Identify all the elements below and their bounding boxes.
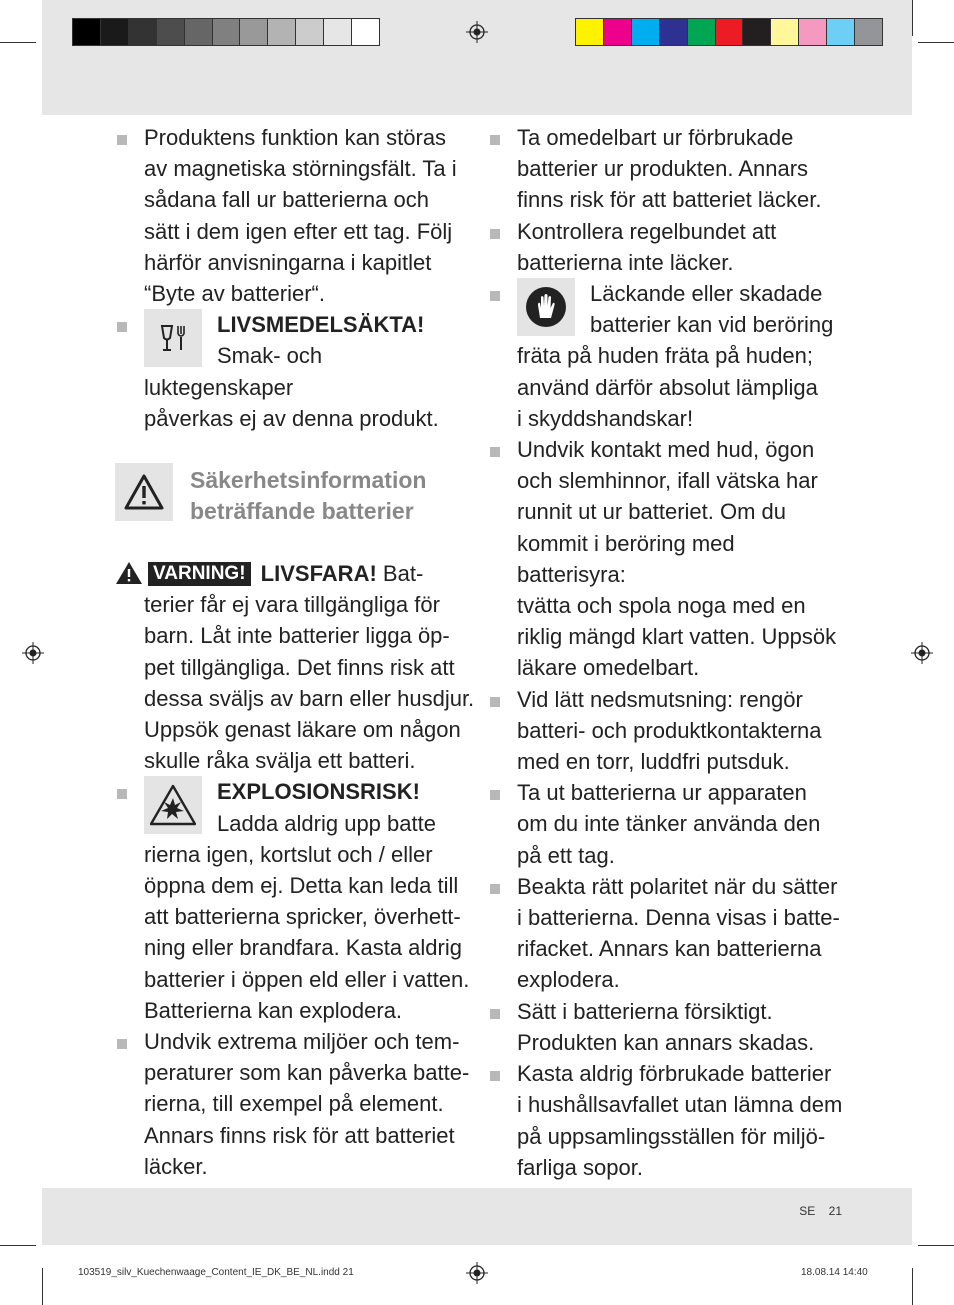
color-swatch xyxy=(268,19,296,45)
text-line: sätt i dem igen efter ett tag. Följ xyxy=(144,218,453,244)
text-line: Läckande eller skadade xyxy=(590,281,823,307)
list-item xyxy=(115,309,475,434)
warning-text: Bat- xyxy=(382,561,424,586)
text-line: att batterierna spricker, överhett- xyxy=(144,904,461,930)
color-swatch xyxy=(296,19,324,45)
color-swatch xyxy=(73,19,101,45)
text-line: Vid lätt nedsmutsning: rengör xyxy=(517,686,803,712)
crop-mark xyxy=(912,1268,913,1305)
text-line: av magnetiska störningsfält. Ta i xyxy=(144,156,457,182)
text-line: Ta omedelbart ur förbrukade xyxy=(517,125,794,150)
explosion-icon-box xyxy=(144,776,202,834)
explosion-icon xyxy=(150,784,196,826)
list-item xyxy=(488,777,848,871)
text-line: riklig mängd klart vatten. Uppsök xyxy=(517,624,837,650)
color-swatch xyxy=(129,19,157,45)
text-line: batterierna inte läcker. xyxy=(517,249,734,275)
text-line: “Byte av batterier“. xyxy=(144,281,325,307)
text-line: Sätt i batterierna försiktigt. xyxy=(517,998,773,1024)
text-line: i hushållsavfallet utan lämna dem xyxy=(517,1092,843,1118)
color-swatch xyxy=(101,19,129,45)
warning-triangle-icon xyxy=(123,473,165,511)
list-item xyxy=(488,1058,848,1183)
text-line: Uppsök genast läkare om någon xyxy=(144,717,461,743)
text-line: Produktens funktion kan störas xyxy=(144,125,447,150)
gloves-icon xyxy=(524,285,568,329)
text-line: på ett tag. xyxy=(517,842,615,868)
color-swatch xyxy=(352,19,379,45)
list-item xyxy=(115,776,475,1026)
registration-mark-icon xyxy=(466,1262,488,1284)
text-line: terier får ej vara tillgängliga för xyxy=(144,592,440,618)
text-line: rifacket. Annars kan batterierna xyxy=(517,936,822,962)
language-code: SE xyxy=(799,1204,816,1218)
color-swatch xyxy=(185,19,213,45)
section-title-line: beträffande batterier xyxy=(190,498,414,524)
section-heading xyxy=(115,463,426,527)
section-title xyxy=(190,465,426,527)
left-column-top xyxy=(115,122,475,434)
livsfara-label: LIVSFARA! xyxy=(260,561,377,586)
gloves-icon-box xyxy=(517,278,575,336)
text-line: Beakta rätt polaritet när du sätter xyxy=(517,873,838,899)
slug-filename: 103519_silv_Kuechenwaage_Content_IE_DK_BE_NL.indd 21 xyxy=(78,1267,354,1278)
color-swatch xyxy=(240,19,268,45)
crop-mark xyxy=(0,1245,36,1246)
text-line: tvätta och spola noga med en xyxy=(517,593,806,619)
warning-paragraph xyxy=(115,558,475,776)
slug-date: 18.08.14 14:40 xyxy=(801,1267,868,1278)
color-swatch xyxy=(604,19,632,45)
text-line: farliga sopor. xyxy=(517,1154,643,1180)
grayscale-color-bar xyxy=(72,18,380,46)
list-item xyxy=(488,278,848,434)
text-line: Smak- och luktegenskaper xyxy=(144,343,323,400)
color-swatch xyxy=(743,19,771,45)
gloves-text xyxy=(517,340,848,434)
list-item xyxy=(115,122,475,309)
color-swatch xyxy=(576,19,604,45)
explosion-text xyxy=(144,808,475,1026)
text-line: läkare omedelbart. xyxy=(517,655,700,681)
crop-mark xyxy=(918,42,954,43)
crop-mark xyxy=(0,42,36,43)
registration-mark-icon xyxy=(466,21,488,43)
color-swatch xyxy=(799,19,827,45)
registration-mark-icon xyxy=(911,642,933,664)
text-line: Batterierna kan explodera. xyxy=(144,997,403,1023)
crop-mark xyxy=(42,1268,43,1305)
food-safe-title: LIVSMEDELSÄKTA! xyxy=(217,312,425,338)
color-swatch xyxy=(157,19,185,45)
color-swatch xyxy=(771,19,799,45)
heading-icon-box xyxy=(115,463,173,521)
list-item xyxy=(488,434,848,684)
text-line: läcker. xyxy=(144,1153,208,1179)
text-line: pet tillgängliga. Det finns risk att xyxy=(144,654,455,680)
text-line: rierna, till exempel på element. xyxy=(144,1091,444,1117)
process-color-bar xyxy=(575,18,883,46)
text-line: skulle råka svälja ett batteri. xyxy=(144,748,416,774)
text-line: fräta på huden fräta på huden; xyxy=(517,343,814,369)
color-swatch xyxy=(632,19,660,45)
text-line: härför anvisningarna i kapitlet xyxy=(144,249,432,275)
color-swatch xyxy=(688,19,716,45)
text-line: batterier ur produkten. Annars xyxy=(517,156,809,182)
color-swatch xyxy=(827,19,855,45)
text-line: Kasta aldrig förbrukade batterier xyxy=(517,1061,832,1087)
warning-triangle-icon xyxy=(115,561,143,585)
color-swatch xyxy=(213,19,241,45)
crop-mark xyxy=(918,1245,954,1246)
text-line: finns risk för att batteriet läcker. xyxy=(517,187,822,213)
left-column-bottom xyxy=(115,558,475,1182)
text-line: Kontrollera regelbundet att xyxy=(517,218,777,244)
list-item xyxy=(488,871,848,996)
list-item xyxy=(488,122,848,216)
text-line: Undvik kontakt med hud, ögon xyxy=(517,437,815,463)
list-item xyxy=(488,996,848,1058)
color-swatch xyxy=(716,19,744,45)
registration-mark-icon xyxy=(22,642,44,664)
text-line: påverkas ej av denna produkt. xyxy=(144,405,439,431)
text-line: använd därför absolut lämpliga xyxy=(517,374,818,400)
text-line: och slemhinnor, ifall vätska har xyxy=(517,468,818,494)
text-line: med en torr, luddfri putsduk. xyxy=(517,749,790,775)
food-safe-icon xyxy=(156,321,190,355)
color-swatch xyxy=(660,19,688,45)
right-column xyxy=(488,122,848,1183)
section-title-line: Säkerhetsinformation xyxy=(190,467,427,493)
text-line: Undvik extrema miljöer och tem- xyxy=(144,1029,460,1055)
text-line: batteri- och produktkontakterna xyxy=(517,717,822,743)
text-line: Annars finns risk för att batteriet xyxy=(144,1122,455,1148)
text-line: explodera. xyxy=(517,967,620,993)
warning-body xyxy=(144,589,475,776)
footer-band xyxy=(42,1188,912,1245)
list-item xyxy=(488,216,848,278)
list-item xyxy=(488,684,848,778)
text-line: runnit ut ur batteriet. Om du xyxy=(517,499,787,525)
text-line: på uppsamlingsställen för miljö- xyxy=(517,1123,826,1149)
text-line: Ta ut batterierna ur apparaten xyxy=(517,780,807,806)
page-number xyxy=(799,1204,842,1218)
crop-mark xyxy=(912,0,913,36)
text-line: om du inte tänker använda den xyxy=(517,811,821,837)
text-line: barn. Låt inte batterier ligga öp- xyxy=(144,623,450,649)
text-line: dessa sväljs av barn eller husdjur. xyxy=(144,685,475,711)
text-line: batterier kan vid beröring xyxy=(590,312,834,338)
text-line: Produkten kan annars skadas. xyxy=(517,1029,815,1055)
food-safe-icon-box xyxy=(144,309,202,367)
varning-label: VARNING! xyxy=(148,562,251,586)
text-line: i batterierna. Denna visas i batte- xyxy=(517,905,840,931)
text-line: i skyddshandskar! xyxy=(517,405,694,431)
explosion-title: EXPLOSIONSRISK! xyxy=(217,779,420,805)
page-num: 21 xyxy=(828,1204,842,1218)
text-line: batterier i öppen eld eller i vatten. xyxy=(144,966,470,992)
text-line: peraturer som kan påverka batte- xyxy=(144,1060,470,1086)
text-line: sådana fall ur batterierna och xyxy=(144,187,429,213)
color-swatch xyxy=(855,19,882,45)
text-line: kommit i beröring med batterisyra: xyxy=(517,530,735,587)
text-line: öppna dem ej. Detta kan leda till xyxy=(144,873,459,899)
warning-first-line xyxy=(144,558,475,589)
list-item xyxy=(115,1026,475,1182)
color-swatch xyxy=(324,19,352,45)
text-line: rierna igen, kortslut och / eller xyxy=(144,841,433,867)
text-line: ning eller brandfara. Kasta aldrig xyxy=(144,935,462,961)
text-line: Ladda aldrig upp batte xyxy=(217,810,436,836)
